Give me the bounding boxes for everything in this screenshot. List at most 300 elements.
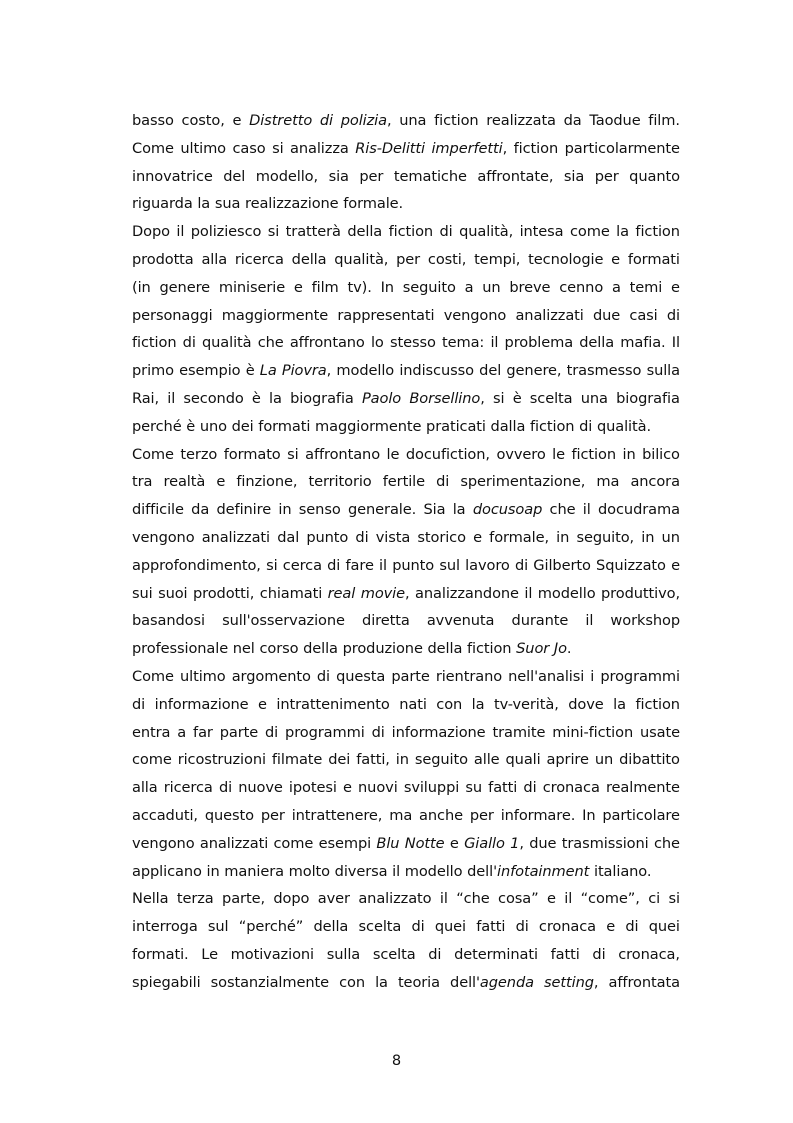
word: senso xyxy=(298,501,341,519)
word: fiction xyxy=(388,223,434,241)
word: nuove xyxy=(238,779,283,797)
word: maggiormente xyxy=(315,417,422,435)
word: sia xyxy=(563,167,585,185)
word: biografia xyxy=(290,389,354,407)
italic-title: Giallo xyxy=(464,834,505,852)
word: e xyxy=(611,250,621,268)
word: anche xyxy=(419,806,463,824)
word: fiction xyxy=(571,445,616,463)
word: problema xyxy=(504,334,574,352)
word: tv). xyxy=(347,278,372,296)
italic-title: Borsellino xyxy=(409,389,481,407)
word: scelta xyxy=(358,918,402,936)
word: nati xyxy=(399,695,427,713)
word: terza xyxy=(176,890,214,908)
word: formati. xyxy=(132,945,189,963)
word: rientrano xyxy=(435,667,503,685)
word: un xyxy=(661,528,680,546)
word: tempi, xyxy=(474,250,521,268)
word: interroga xyxy=(132,918,198,936)
word: setting, xyxy=(544,973,599,991)
word: ultimo xyxy=(180,667,226,685)
word: di xyxy=(327,556,341,574)
word: sostanzialmente xyxy=(210,973,330,991)
word: trasmissioni xyxy=(561,834,649,852)
italic-title: setting xyxy=(544,973,594,991)
word: sul xyxy=(439,556,460,574)
word: la xyxy=(197,195,211,213)
word: per xyxy=(594,167,619,185)
word: nuovi xyxy=(358,779,398,797)
word: quanto xyxy=(629,167,680,185)
word: personaggi xyxy=(132,306,213,324)
word xyxy=(405,830,445,858)
word: il xyxy=(490,334,499,352)
word: esempio xyxy=(179,362,241,380)
word: ricerca xyxy=(163,779,213,797)
word: le xyxy=(386,445,400,463)
word: tema: xyxy=(441,334,485,352)
word: seguito, xyxy=(576,528,635,546)
word: produzione xyxy=(342,640,423,658)
word: dei xyxy=(231,417,254,435)
word: temi xyxy=(629,278,663,296)
word: due xyxy=(592,306,621,324)
word: di xyxy=(218,779,233,797)
word: in xyxy=(641,528,655,546)
word: la xyxy=(452,501,466,519)
word: è xyxy=(186,417,196,435)
word: e xyxy=(232,112,242,129)
word: punto xyxy=(306,528,349,546)
word: ma xyxy=(596,473,620,491)
word: particolare xyxy=(602,806,680,824)
word: di xyxy=(515,918,529,936)
word: Come xyxy=(132,139,174,157)
word: e xyxy=(671,556,680,574)
word: affrontate, xyxy=(477,167,554,185)
word xyxy=(328,580,356,608)
word: analizzati xyxy=(199,834,269,852)
word: maggiormente xyxy=(221,306,329,324)
word: (in xyxy=(132,278,151,296)
word: accaduti, xyxy=(132,806,198,824)
word: vengono xyxy=(132,528,195,546)
word: e xyxy=(342,779,352,797)
word: di xyxy=(355,528,369,546)
word: seguito xyxy=(414,751,468,769)
word: del xyxy=(479,362,502,380)
word: il xyxy=(176,223,185,241)
word: di xyxy=(666,306,680,324)
word: lo xyxy=(370,334,384,352)
word: ovvero xyxy=(496,445,546,463)
italic-title: polizia xyxy=(340,112,387,129)
word: fiction xyxy=(434,112,479,129)
word: intrattenimento xyxy=(276,695,390,713)
text-line xyxy=(132,913,680,941)
word: imperfetti, xyxy=(431,139,508,157)
word: difficile xyxy=(132,501,184,519)
word: tecnologie xyxy=(528,250,604,268)
word: formati xyxy=(627,250,680,268)
text-line xyxy=(132,329,680,357)
word: aprire xyxy=(546,751,589,769)
word: come xyxy=(569,223,610,241)
text-line xyxy=(132,413,680,441)
word: Gilberto xyxy=(533,556,591,574)
text-line xyxy=(132,607,680,635)
word: tra xyxy=(132,473,153,491)
italic-title: imperfetti xyxy=(431,139,503,157)
word: dalla xyxy=(490,417,526,435)
word: di xyxy=(439,223,453,241)
word: filmate xyxy=(271,751,323,769)
word: Piovra, xyxy=(281,362,332,380)
word: formati xyxy=(258,417,311,435)
word: quei xyxy=(434,918,466,936)
word: e xyxy=(293,278,303,296)
word: vengono xyxy=(132,834,195,852)
word: produttivo, xyxy=(601,584,680,602)
text-line xyxy=(132,468,680,496)
word: dell'agenda xyxy=(450,973,534,991)
italic-title: Jo xyxy=(553,640,567,658)
word: perché xyxy=(132,417,182,435)
word: la xyxy=(269,389,282,407)
word: un xyxy=(594,751,614,769)
word: far xyxy=(193,723,213,741)
word: di xyxy=(371,723,385,741)
word: il xyxy=(585,612,594,630)
word: informazione xyxy=(154,695,249,713)
word: costi, xyxy=(427,250,467,268)
word: di xyxy=(428,945,442,963)
word: fiction xyxy=(513,139,559,157)
word: diversa xyxy=(334,862,388,880)
text-line xyxy=(132,885,680,913)
word: riguarda xyxy=(132,195,193,213)
text-line xyxy=(132,357,680,385)
word: di xyxy=(625,918,639,936)
word: a xyxy=(611,278,621,296)
italic-title: La xyxy=(259,362,277,380)
word: sua xyxy=(214,195,241,213)
word: di xyxy=(132,695,146,713)
page-number: 8 xyxy=(391,1052,402,1069)
word: la xyxy=(616,223,629,241)
word: e xyxy=(606,918,616,936)
word: come xyxy=(132,751,172,769)
word: cronaca xyxy=(542,779,600,797)
word: il xyxy=(167,389,176,407)
word: quei xyxy=(648,918,680,936)
word: generale. xyxy=(347,501,417,519)
text-line xyxy=(132,163,680,191)
word: caso xyxy=(232,139,266,157)
italic-title: 1 xyxy=(510,834,520,852)
word: trasmesso xyxy=(566,362,642,380)
text-line xyxy=(132,635,680,663)
word xyxy=(260,357,277,385)
word: usate xyxy=(639,723,680,741)
word: nell'analisi xyxy=(508,667,585,685)
italic-title: real xyxy=(327,584,356,602)
word: applicano xyxy=(132,862,202,880)
word: “come”, xyxy=(580,890,640,908)
word: sul xyxy=(207,918,229,936)
word xyxy=(355,135,425,163)
word xyxy=(362,385,401,413)
text-line xyxy=(132,746,680,774)
word: alla xyxy=(132,779,158,797)
word: cronaca, xyxy=(618,945,680,963)
word: mafia. xyxy=(620,334,666,352)
text-line xyxy=(132,107,680,135)
text-line xyxy=(132,496,680,524)
word: alla xyxy=(201,250,228,268)
word: uno xyxy=(199,417,227,435)
word: cenno xyxy=(559,278,604,296)
word: parte, xyxy=(222,890,265,908)
word: e xyxy=(216,473,226,491)
word: polizia, xyxy=(340,112,392,129)
word: in xyxy=(395,751,409,769)
word: i xyxy=(590,667,595,685)
word: in xyxy=(206,862,220,880)
word: fare xyxy=(345,556,374,574)
word: terzo xyxy=(180,445,218,463)
word: dell'infotainment xyxy=(467,862,590,880)
word: in xyxy=(556,528,570,546)
word: mini-fiction xyxy=(552,723,634,741)
word: poliziesco xyxy=(190,223,262,241)
word: finzione, xyxy=(236,473,298,491)
italic-title: docusoap xyxy=(472,501,543,519)
word: con xyxy=(339,973,365,991)
text-line xyxy=(132,441,680,469)
word: genere xyxy=(159,278,211,296)
word: il xyxy=(564,890,573,908)
text-line xyxy=(132,802,680,830)
word: fatti xyxy=(476,918,506,936)
word: della xyxy=(427,640,463,658)
italic-title: agenda xyxy=(479,973,534,991)
word: affrontano xyxy=(305,445,381,463)
word: fatti xyxy=(488,779,518,797)
word: 1, xyxy=(510,834,524,852)
word: secondo xyxy=(183,389,244,407)
word: la xyxy=(471,695,485,713)
word: si xyxy=(267,223,280,241)
word: cosa” xyxy=(498,890,539,908)
text-line xyxy=(132,552,680,580)
word: In xyxy=(380,278,394,296)
word: la xyxy=(375,973,388,991)
word: da xyxy=(563,112,582,129)
word: il xyxy=(439,890,448,908)
word: di xyxy=(592,945,606,963)
word: si xyxy=(272,139,284,157)
word: movie, xyxy=(360,584,410,602)
word: “perché” xyxy=(238,918,304,936)
text-line xyxy=(132,663,680,691)
word: sui xyxy=(132,584,153,602)
text-line xyxy=(132,274,680,302)
word: workshop xyxy=(610,612,680,630)
word: scelta xyxy=(529,389,573,407)
word: biografia xyxy=(616,389,680,407)
word: una xyxy=(580,389,608,407)
word: Rai, xyxy=(132,389,160,407)
word: docudrama xyxy=(598,501,680,519)
word: si xyxy=(287,445,299,463)
word: Come xyxy=(132,445,174,463)
word: Come xyxy=(132,667,174,685)
word: qualità, xyxy=(459,223,514,241)
word: informare. xyxy=(500,806,576,824)
word: di xyxy=(436,473,450,491)
word: film xyxy=(311,278,339,296)
word: tematiche xyxy=(393,167,467,185)
word: lavoro xyxy=(465,556,510,574)
word: della xyxy=(291,250,327,268)
word: qualità. xyxy=(596,417,652,435)
italic-title: movie xyxy=(360,584,406,602)
word: ma xyxy=(389,806,413,824)
word: realizzazione xyxy=(245,195,339,213)
word: realmente xyxy=(605,779,680,797)
text-line xyxy=(132,580,680,608)
word: italiano. xyxy=(593,862,652,880)
word: dopo xyxy=(273,890,310,908)
word: come xyxy=(273,834,314,852)
word: Nella xyxy=(132,890,169,908)
word: intrattenere, xyxy=(291,806,383,824)
italic-title: di xyxy=(319,112,333,129)
word: prodotta xyxy=(132,250,194,268)
word: casi xyxy=(629,306,658,324)
word: Le xyxy=(201,945,218,963)
word: sull'osservazione xyxy=(222,612,345,630)
word: nel xyxy=(232,640,255,658)
word: qualità, xyxy=(334,250,389,268)
text-line xyxy=(132,524,680,552)
word: tv-verità, xyxy=(493,695,559,713)
word: definire xyxy=(216,501,272,519)
word: è xyxy=(245,362,255,380)
word: di xyxy=(514,556,529,574)
word: vengono xyxy=(443,306,507,324)
word: Il xyxy=(671,334,680,352)
italic-title: infotainment xyxy=(497,862,590,880)
word: In xyxy=(582,806,596,824)
word: di xyxy=(182,334,196,352)
text-line xyxy=(132,969,680,997)
word: analizzandone xyxy=(415,584,519,602)
text-line xyxy=(132,691,680,719)
word: per xyxy=(359,167,384,185)
word: che xyxy=(653,834,680,852)
word xyxy=(320,107,333,135)
text-line xyxy=(132,190,680,218)
word: per xyxy=(396,250,421,268)
word: sviluppi xyxy=(403,779,460,797)
word: di xyxy=(411,918,425,936)
word: suoi xyxy=(158,584,188,602)
word: che xyxy=(257,334,284,352)
word: con xyxy=(436,695,463,713)
word: teoria xyxy=(397,973,440,991)
word: primo xyxy=(132,362,174,380)
word: aver xyxy=(317,890,350,908)
italic-title: Ris-Delitti xyxy=(355,139,425,157)
word: costo, xyxy=(181,112,225,129)
word: questo xyxy=(204,806,254,824)
word: ricerca xyxy=(234,250,284,268)
word: sulla xyxy=(646,362,680,380)
word: formale, xyxy=(489,528,549,546)
document-body xyxy=(132,107,680,997)
word: prodotti, xyxy=(192,584,255,602)
word: particolarmente xyxy=(564,139,680,157)
word: affrontata xyxy=(608,973,680,991)
word: rappresentati xyxy=(337,306,435,324)
word: una xyxy=(399,112,427,129)
word: praticati xyxy=(426,417,486,435)
word: breve xyxy=(509,278,551,296)
word: è xyxy=(251,389,261,407)
word: Squizzato xyxy=(596,556,666,574)
text-line xyxy=(132,302,680,330)
word: argomento xyxy=(231,667,311,685)
word: della xyxy=(313,918,349,936)
word: di xyxy=(523,779,537,797)
word: Borsellino, xyxy=(409,389,485,407)
word: territorio xyxy=(308,473,372,491)
word: su xyxy=(465,779,483,797)
italic-title: Blu xyxy=(376,834,400,852)
word: dal xyxy=(277,528,300,546)
word: realizzata xyxy=(486,112,556,129)
text-line xyxy=(132,774,680,802)
word: seguito xyxy=(402,278,456,296)
word: in xyxy=(278,501,292,519)
word: analizzati xyxy=(515,306,584,324)
word xyxy=(464,830,505,858)
word: si xyxy=(493,389,505,407)
word: si xyxy=(266,556,278,574)
word: dibattito xyxy=(619,751,680,769)
word: modello xyxy=(336,362,395,380)
word: Taodue xyxy=(589,112,641,129)
word: approfondimento, xyxy=(132,556,261,574)
word: fatti xyxy=(550,945,580,963)
word: della xyxy=(579,334,615,352)
text-line xyxy=(132,135,680,163)
word: Sia xyxy=(423,501,446,519)
word: della xyxy=(347,223,383,241)
word: ci xyxy=(648,890,661,908)
italic-title: Suor xyxy=(516,640,550,658)
word: fiction xyxy=(635,223,680,241)
word: basandosi xyxy=(132,612,205,630)
word: per xyxy=(469,806,494,824)
word: analizzati xyxy=(201,528,271,546)
word: avvenuta xyxy=(426,612,495,630)
word: e xyxy=(546,890,556,908)
word: realtà xyxy=(163,473,206,491)
